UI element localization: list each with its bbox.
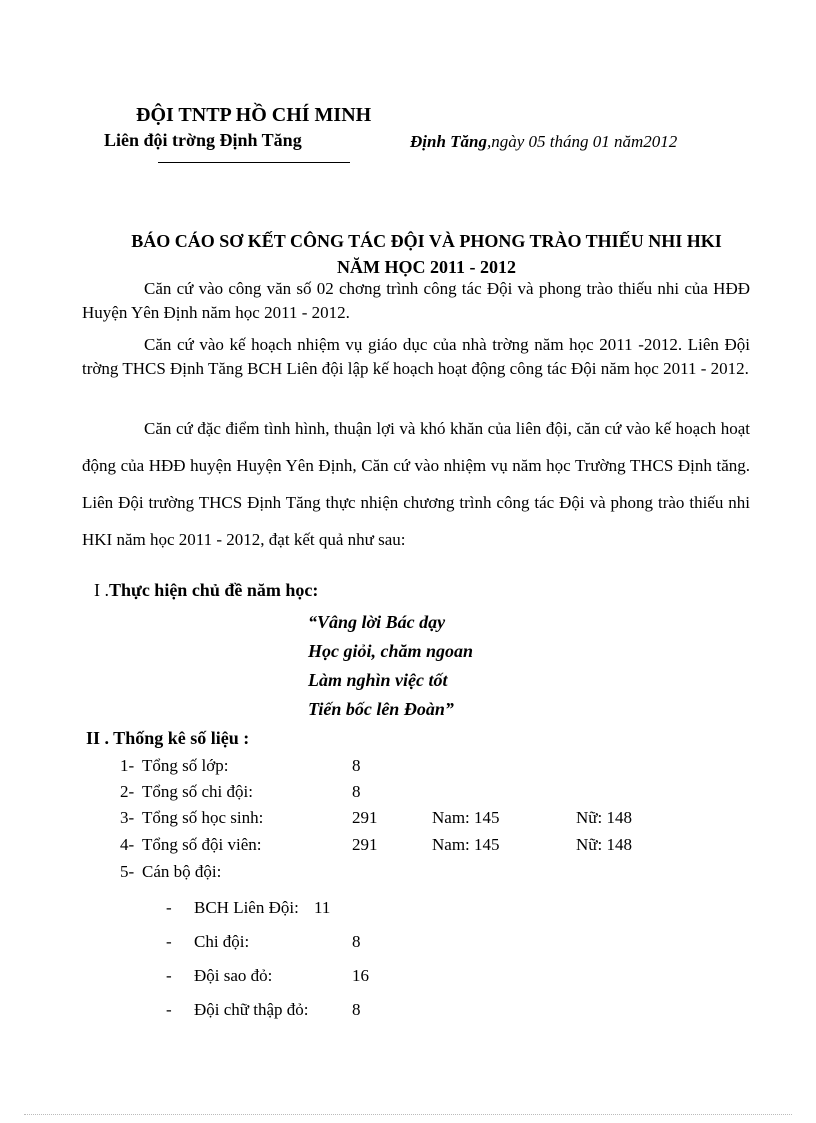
stat-label: Tổng số học sinh: bbox=[142, 808, 264, 827]
theme-line: Làm nghìn việc tốt bbox=[308, 670, 448, 690]
stat-value: 291 bbox=[352, 808, 378, 827]
bullet-dash: - bbox=[166, 966, 172, 985]
stat-value: 8 bbox=[352, 782, 361, 801]
stat-male: Nam: 145 bbox=[432, 835, 500, 854]
paragraph-2-text: Căn cứ vào kế hoạch nhiệm vụ giáo dục của nhà trờng năm học 2011 -2012. Liên Đội trờng THCS Định Tăng BCH Liên đội lập kế hoạch hoạt động công tác Đội năm học 2011 - 2012. bbox=[82, 335, 750, 378]
theme-verse bbox=[308, 608, 473, 724]
cadre-label: Đội sao đỏ: bbox=[194, 966, 273, 985]
cadre-label: Chi đội: bbox=[194, 932, 250, 951]
report-title bbox=[60, 228, 793, 280]
report-title-line1: BÁO CÁO SƠ KẾT CÔNG TÁC ĐỘI VÀ PHONG TRÀO THIẾU NHI HKI bbox=[131, 231, 722, 251]
section-1-title: Thực hiện chủ đề năm học: bbox=[109, 580, 319, 600]
stat-female: Nữ: 148 bbox=[576, 835, 632, 854]
cadre-value: 11 bbox=[314, 898, 331, 917]
theme-line: “Vâng lời Bác dạy bbox=[308, 612, 446, 632]
stat-num: 1- bbox=[120, 756, 135, 775]
stat-label: Tổng số đội viên: bbox=[142, 835, 262, 854]
stat-value: 8 bbox=[352, 756, 361, 775]
paragraph-2 bbox=[82, 333, 750, 381]
cadre-value: 8 bbox=[352, 932, 361, 951]
section-2-heading: II . Thống kê số liệu : bbox=[86, 728, 250, 748]
page-bottom-border bbox=[24, 1114, 792, 1115]
paragraph-1-text: Căn cứ vào công văn số 02 chơng trình công tác Đội và phong trào thiếu nhi của HĐĐ Huyện Yên Định năm học 2011 - 2012. bbox=[82, 279, 750, 322]
header-divider bbox=[158, 162, 350, 163]
cadre-value: 8 bbox=[352, 1000, 361, 1019]
bullet-dash: - bbox=[166, 898, 172, 917]
paragraph-3 bbox=[82, 410, 750, 558]
stat-value: 291 bbox=[352, 835, 378, 854]
section-1-heading bbox=[94, 580, 318, 601]
place-date bbox=[410, 132, 677, 152]
stat-num: 3- bbox=[120, 808, 135, 827]
bullet-dash: - bbox=[166, 1000, 172, 1019]
paragraph-1 bbox=[82, 277, 750, 325]
section-1-prefix: I . bbox=[94, 580, 109, 600]
cadre-label: Đội chữ thập đỏ: bbox=[194, 1000, 309, 1019]
date-text: ,ngày 05 tháng 01 năm2012 bbox=[487, 132, 678, 151]
stat-num: 4- bbox=[120, 835, 135, 854]
report-title-line2: NĂM HỌC 2011 - 2012 bbox=[337, 257, 516, 277]
place-name: Định Tăng bbox=[410, 132, 487, 151]
stat-female: Nữ: 148 bbox=[576, 808, 632, 827]
stat-label: Tổng số chi đội: bbox=[142, 782, 253, 801]
cadre-label: BCH Liên Đội: bbox=[194, 898, 299, 917]
paragraph-3-text: Căn cứ đặc điểm tình hình, thuận lợi và khó khăn của liên đội, căn cứ vào kế hoạch hoạt động của HĐĐ huyện Huyện Yên Định, Căn cứ vào nhiệm vụ năm học Trường THCS Định tăng. Liên Đội trường THCS Định Tăng thực nhiện chương trình công tác Đội và phong trào thiếu nhi HKI năm học 2011 - 2012, đạt kết quả như sau: bbox=[82, 419, 750, 549]
org-subtitle: Liên đội trờng Định Tăng bbox=[104, 130, 302, 150]
org-title: ĐỘI TNTP HỒ CHÍ MINH bbox=[136, 104, 372, 126]
theme-line: Tiến bốc lên Đoàn” bbox=[308, 699, 454, 719]
stat-label: Tổng số lớp: bbox=[142, 756, 229, 775]
stat-num: 5- bbox=[120, 862, 135, 881]
cadre-value: 16 bbox=[352, 966, 369, 985]
stat-label: Cán bộ đội: bbox=[142, 862, 222, 881]
theme-line: Học giỏi, chăm ngoan bbox=[308, 641, 474, 661]
stat-num: 2- bbox=[120, 782, 135, 801]
bullet-dash: - bbox=[166, 932, 172, 951]
stat-male: Nam: 145 bbox=[432, 808, 500, 827]
